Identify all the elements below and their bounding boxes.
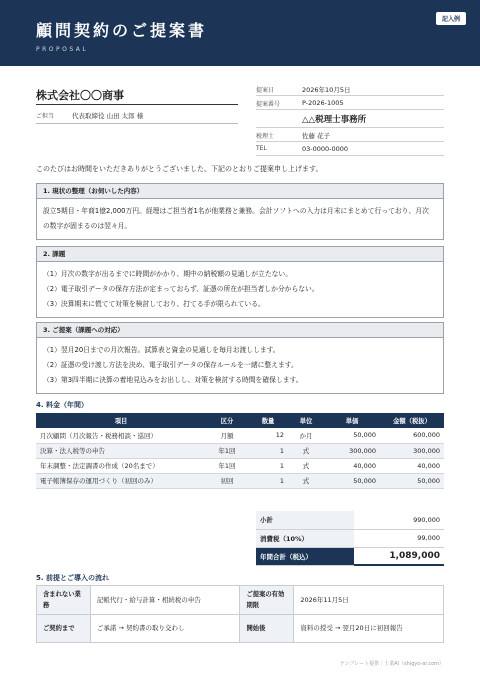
section-line: （3）第3四半期に決算の着地見込みをお出しし、対策を検討する時間を確保します。: [43, 376, 303, 384]
document-title: 顧問契約のご提案書: [36, 21, 208, 40]
proposal-info: [256, 82, 444, 156]
fee-item: 決算・法人税等の申告: [36, 443, 206, 458]
fee-header-row: [36, 413, 444, 428]
section-current-status: [36, 183, 444, 240]
section-line: （1）翌月20日までの月次報告。試算表と資金の見通しを毎月お渡しします。: [43, 346, 280, 354]
fee-amount: 40,000: [380, 458, 444, 473]
total-label: 小計: [256, 511, 354, 529]
flow-table: [36, 585, 444, 643]
col-header-price: 単価: [324, 413, 380, 428]
fee-unit: 式: [288, 458, 324, 473]
subtotal-row: [256, 511, 444, 529]
fee-qty: 1: [248, 458, 288, 473]
fee-type: 月額: [206, 428, 248, 443]
section-fees-title: 4. 料金（年間）: [36, 401, 88, 409]
fee-type: 年1回: [206, 443, 248, 458]
tax-row: [256, 529, 444, 547]
table-row: [36, 458, 444, 473]
info-label: 提案番号: [256, 101, 281, 108]
flow-row: [37, 586, 444, 615]
grand-total-row: [256, 547, 444, 565]
info-row-number: [256, 96, 444, 110]
total-label: 消費税（10%）: [256, 529, 354, 547]
info-label: TEL: [256, 145, 267, 152]
fee-unit: 式: [288, 443, 324, 458]
contact-label: ご担当: [36, 113, 55, 120]
greeting-text: このたびはお時間をいただきありがとうございました。下記のとおりご提案申し上げます。: [36, 165, 323, 173]
section-line: （3）決算期末に慌てて対策を検討しており、打てる手が限られている。: [43, 300, 265, 308]
section-issues: [36, 246, 444, 318]
fee-qty: 1: [248, 473, 288, 488]
fee-type: 初回: [206, 473, 248, 488]
flow-row: [37, 615, 444, 643]
section-body: [37, 338, 443, 393]
section-title: 1. 現状の整理（お伺いした内容）: [37, 184, 443, 199]
flow-label: 含まれない業務: [37, 586, 91, 615]
fee-qty: 1: [248, 443, 288, 458]
office-name: △△税理士事務所: [302, 115, 367, 125]
fee-amount: 600,000: [380, 428, 444, 443]
col-header-qty: 数量: [248, 413, 288, 428]
client-company: 株式会社〇〇商事: [36, 89, 124, 102]
section-line: （1）月次の数字が出るまでに時間がかかり、期中の納税額の見通しが立たない。: [43, 270, 293, 278]
total-label: 年間合計（税込）: [256, 547, 354, 565]
section-title: 2. 課題: [37, 247, 443, 262]
fee-price: 50,000: [324, 428, 380, 443]
fee-item: 月次顧問（月次報告・税務相談・巡回）: [36, 428, 206, 443]
fee-unit: 式: [288, 473, 324, 488]
table-row: [36, 473, 444, 488]
info-value: 佐藤 花子: [302, 132, 331, 140]
fee-price: 40,000: [324, 458, 380, 473]
info-row-office: [256, 110, 444, 128]
info-label: 税理士: [256, 133, 275, 140]
fee-item: 電子帳簿保存の運用づくり（初回のみ）: [36, 473, 206, 488]
totals-table: [256, 511, 444, 566]
flow-label: 開始後: [240, 615, 294, 643]
col-header-item: 項目: [36, 413, 206, 428]
footer-credit: テンプレート提供｜士業AI（shigyo-ai.com）: [339, 661, 444, 667]
fee-qty: 12: [248, 428, 288, 443]
section-line: （2）証憑の受け渡し方法を決め、電子取引データの保存ルールを一緒に整えます。: [43, 361, 298, 369]
fee-amount: 50,000: [380, 473, 444, 488]
col-header-amount: 金額（税抜）: [380, 413, 444, 428]
fee-unit: か月: [288, 428, 324, 443]
fee-price: 50,000: [324, 473, 380, 488]
section-line: 設立5期目・年商1億2,000万円。経理はご担当者1名が他業務と兼務。会計ソフトへの入力は月末にまとめて行っており、月次: [43, 207, 429, 215]
document-subtitle: PROPOSAL: [36, 46, 89, 53]
info-row-accountant: [256, 128, 444, 142]
fee-type: 年1回: [206, 458, 248, 473]
info-row-date: [256, 82, 444, 96]
total-value: 990,000: [354, 511, 444, 529]
grand-total-value: 1,089,000: [354, 547, 444, 565]
info-row-tel: [256, 142, 444, 156]
info-value: 03-0000-0000: [302, 145, 349, 153]
sample-badge: 記入例: [436, 12, 466, 25]
flow-value: 資料の授受 → 翌月20日に初回報告: [294, 615, 444, 643]
flow-value: ご承諾 → 契約書の取り交わし: [90, 615, 240, 643]
col-header-type: 区分: [206, 413, 248, 428]
section-flow-title: 5. 前提とご導入の流れ: [36, 574, 109, 582]
total-value: 99,000: [354, 529, 444, 547]
col-header-unit: 単位: [288, 413, 324, 428]
company-underline: [36, 104, 238, 105]
section-line: （2）電子取引データの保存方法が定まっておらず、証憑の所在が担当者しか分からない。: [43, 285, 319, 293]
section-line: の数字が固まるのは翌々月。: [43, 222, 132, 230]
flow-value: 2026年11月5日: [294, 586, 444, 615]
info-label: 提案日: [256, 87, 275, 94]
fee-item: 年末調整・法定調書の作成（20名まで）: [36, 458, 206, 473]
table-row: [36, 428, 444, 443]
flow-label: ご提案の有効期限: [240, 586, 294, 615]
contact-underline: [36, 123, 238, 124]
section-body: [37, 199, 443, 239]
fee-table: [36, 413, 444, 489]
section-body: [37, 262, 443, 317]
fee-amount: 300,000: [380, 443, 444, 458]
flow-value: 記帳代行・給与計算・相続税の申告: [90, 586, 240, 615]
fee-price: 300,000: [324, 443, 380, 458]
section-title: 3. ご提案（課題への対応）: [37, 323, 443, 338]
info-value: 2026年10月5日: [302, 86, 351, 94]
flow-label: ご契約まで: [37, 615, 91, 643]
contact-value: 代表取締役 山田 太郎 様: [72, 112, 144, 120]
table-row: [36, 443, 444, 458]
header-band: [0, 0, 480, 66]
info-value: P-2026-1005: [302, 99, 344, 107]
section-proposal: [36, 322, 444, 394]
